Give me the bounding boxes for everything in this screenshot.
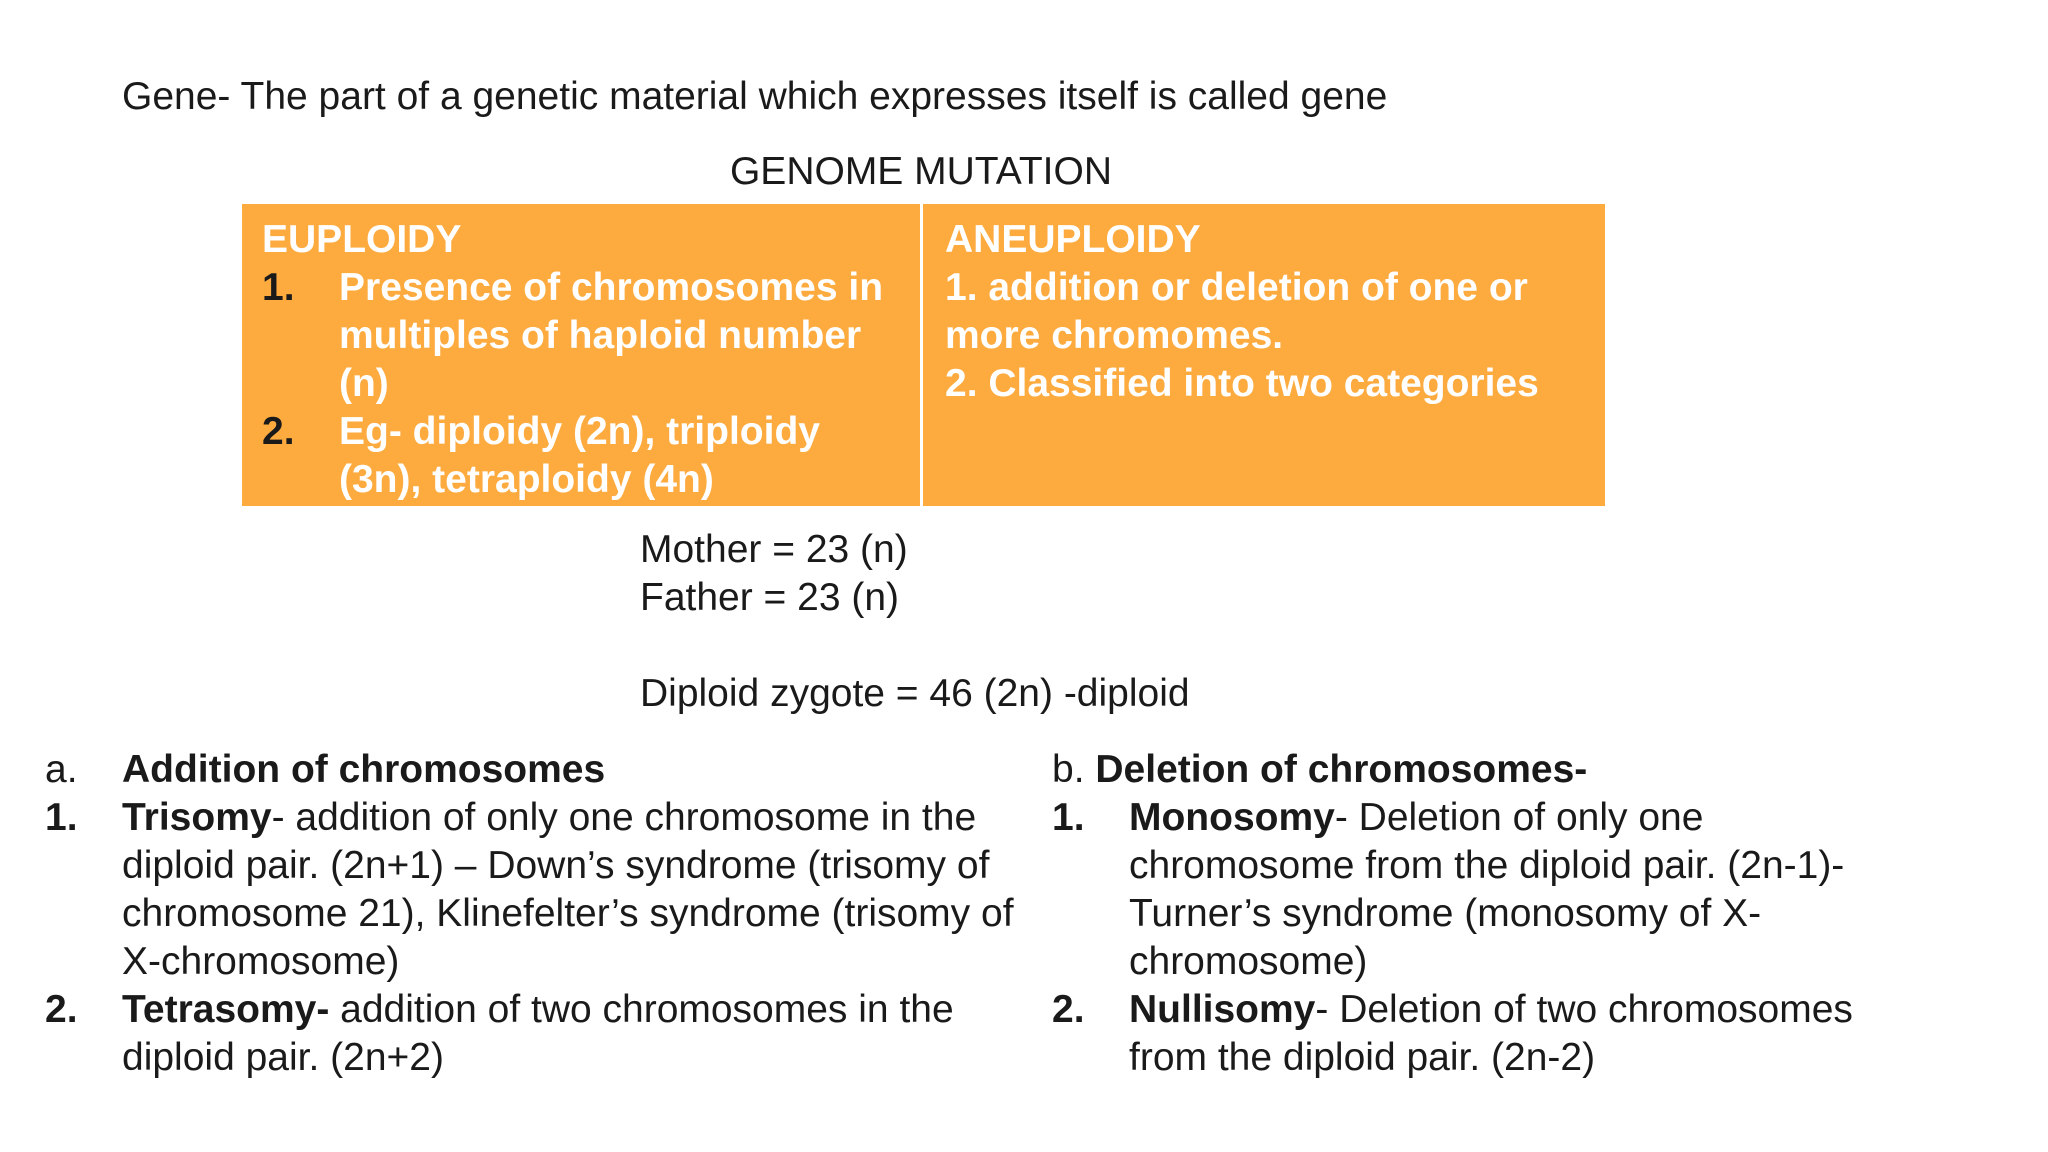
- deletion-item-body: [1129, 794, 1912, 986]
- aneuploidy-line: 2. Classified into two categories: [945, 362, 1539, 405]
- deletion-item-number: 2.: [1052, 988, 1085, 1031]
- addition-item-body: [122, 794, 1045, 986]
- addition-item-body: [122, 986, 1045, 1082]
- euploidy-item-text: Presence of chromosomes in multiples of haploid number (n): [339, 266, 884, 405]
- addition-item-term: Trisomy: [122, 796, 272, 839]
- addition-heading: Addition of chromosomes: [122, 748, 606, 791]
- deletion-item-term: Monosomy: [1129, 796, 1335, 839]
- deletion-item: [1052, 794, 1912, 986]
- euploidy-heading: EUPLOIDY: [262, 218, 462, 261]
- mother-count: Mother = 23 (n): [640, 528, 908, 571]
- gene-definition: Gene- The part of a genetic material which expresses itself is called gene: [122, 75, 1388, 118]
- deletion-marker: b.: [1052, 748, 1096, 791]
- aneuploidy-heading: ANEUPLOIDY: [945, 218, 1201, 261]
- addition-list: [45, 746, 1045, 1082]
- deletion-item-text: - Deletion of two chromosomes from the diploid pair. (2n-2): [1129, 988, 1853, 1079]
- deletion-item-number: 1.: [1052, 796, 1085, 839]
- euploidy-item-text: Eg- diploidy (2n), triploidy (3n), tetraploidy (4n): [339, 410, 820, 501]
- genome-mutation-table: [242, 204, 1605, 506]
- zygote-count: Diploid zygote = 46 (2n) -diploid: [640, 672, 1190, 715]
- genome-mutation-title: GENOME MUTATION: [729, 150, 1113, 193]
- addition-item-text: addition of two chromosomes in the diploid pair. (2n+2): [122, 988, 954, 1079]
- deletion-item-text: - Deletion of only one chromosome from the diploid pair. (2n-1)- Turner’s syndrome (monosomy of X-chromosome): [1129, 796, 1845, 983]
- aneuploidy-line: 1. addition or deletion of one or more chromomes.: [945, 266, 1528, 357]
- addition-heading-row: [45, 746, 1045, 794]
- addition-item-term: Tetrasomy-: [122, 988, 330, 1031]
- addition-item-number: 1.: [45, 796, 78, 839]
- addition-item: [45, 986, 1045, 1082]
- deletion-heading: Deletion of chromosomes-: [1095, 748, 1588, 791]
- euploidy-item: [262, 264, 920, 408]
- euploidy-item: [262, 408, 920, 504]
- euploidy-column: [242, 204, 923, 506]
- aneuploidy-column: [923, 204, 1605, 506]
- deletion-item-term: Nullisomy: [1129, 988, 1316, 1031]
- addition-item-text: - addition of only one chromosome in the diploid pair. (2n+1) – Down’s syndrome (trisomy of chromosome 21), Klinefelter’s syndrome (trisomy of X-chromosome): [122, 796, 1014, 983]
- addition-item-number: 2.: [45, 988, 78, 1031]
- deletion-item-body: [1129, 986, 1912, 1082]
- deletion-list: [1052, 746, 1912, 1082]
- deletion-item: [1052, 986, 1912, 1082]
- addition-item: [45, 794, 1045, 986]
- euploidy-item-number: 2.: [262, 410, 295, 453]
- father-count: Father = 23 (n): [640, 576, 900, 619]
- addition-marker: a.: [45, 748, 78, 791]
- deletion-heading-row: [1052, 746, 1912, 794]
- euploidy-item-number: 1.: [262, 266, 295, 309]
